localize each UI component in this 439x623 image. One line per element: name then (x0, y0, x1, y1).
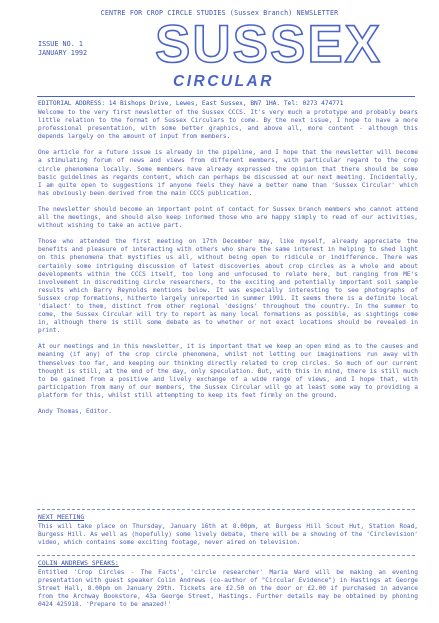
issue-number: ISSUE NO. 1 (38, 40, 84, 48)
paragraph: Welcome to the very first newsletter of the Sussex CCCS. It's very much a prototype and probably bears little relation to the format of Sussex Circulars to come. By the next issue, I hope to have a more professional presentation, with some better graphics, and above all, more content - although this depends largely on the amount of input from members. (38, 109, 418, 141)
issue-info (38, 40, 87, 58)
paragraph: One article for a future issue is already in the pipeline, and I hope that the newsletter will become a stimulating forum of news and views from different members, with particular regard to the crop circle phenomena locally. Some members have already expressed the opinion that there should be some basic guidelines as regards content, which can perhaps be discussed at our next meeting. Incidentally, I am quite open to suggestions if anyone feels they have a better name than 'Sussex Circular' which has obviously been derived from the main CCCS publication. (38, 149, 418, 197)
next-meeting-text: This will take place on Thursday, January 16th at 8.00pm, at Burgess Hill Scout Hut, Station Road, Burgess Hill. As well as (hopefully) some lively debate, there will be a showing of the 'Circlevision' video, which contains some exciting footage, never aired on television. (38, 523, 418, 547)
masthead-rule (37, 96, 415, 97)
colin-andrews-text: Entitled 'Crop Circles - The Facts', 'circle researcher' Maria Ward will be making an evening presentation with guest speaker Colin Andrews (co-author of "Circular Evidence") in Hastings at George Street Hall, 8.00pm on January 29th. Tickets are £2.50 on the door or £2.00 if purchased in advance from the Archway Bookstore, 43a George Street, Hastings. Further details may be obtained by phoning 0424 425918. 'Prepare to be amazed!' (38, 569, 418, 609)
masthead-subtitle: CIRCULAR (173, 73, 274, 90)
editor-signature: Andy Thomas, Editor. (38, 408, 112, 415)
masthead-title: SUSSEX (155, 15, 383, 74)
section-divider (37, 555, 415, 556)
editor-letter (38, 109, 418, 424)
paragraph: Those who attended the first meeting on 17th December may, like myself, already appreciate the benefits and pleasure of interacting with others who share the same interest in helping to shed light on this phenomena that mystifies us all, without being open to ridicule or indifference. There was certainly some intriguing discussion of latest discoveries about crop circles as a whole and about developments within the CCCS itself, too long and unfocused to relate here, but ranging from ME's involvement in discrediting circle researchers, to the exciting and potentially important soil sample results which Barry Reynolds mentions below. It was especially interesting to see photographs of Sussex crop formations, hitherto largely unreported in summer 1991. It seems there is a definite local 'dialect' to them, distinct from other regional 'designs' throughout the country. In the summer to come, the Sussex Circular will try to report as many local formations as possible, as sightings come in, although there is still some debate as to whether or not exact locations should be revealed in print. (38, 238, 418, 335)
next-meeting-heading: NEXT MEETING (38, 513, 85, 521)
paragraph: At our meetings and in this newsletter, it is important that we keep an open mind as to the causes and meaning (if any) of the crop circle phenomena, whilst not letting our imaginations run away with themselves too far, and keeping our thinking directly related to crop circles. So much of our current thought is still, at the end of the day, only speculation. But, with this in mind, there is still much to be gained from a positive and lively exchange of a wide range of views, and I hope that, with participation from many of our members, the Sussex Circular will go at least some way to providing a platform for this, whilst still attempting to keep its feet firmly on the ground. (38, 343, 418, 399)
editorial-address: EDITORIAL ADDRESS: 14 Bishops Drive, Lewes, East Sussex, BN7 1HA. Tel: 0273 474771 (38, 100, 344, 107)
section-divider (37, 509, 415, 510)
issue-date: JANUARY 1992 (38, 49, 88, 57)
organisation-banner: CENTRE FOR CROP CIRCLE STUDIES (Sussex Branch) NEWSLETTER (100, 9, 339, 17)
paragraph: The newsletter should become an important point of contact for Sussex branch members who cannot attend all the meetings, and should also keep informed those who are happy simply to read of our activities, without wishing to take an active part. (38, 205, 418, 230)
colin-andrews-heading: COLIN ANDREWS SPEAKS: (38, 559, 119, 567)
